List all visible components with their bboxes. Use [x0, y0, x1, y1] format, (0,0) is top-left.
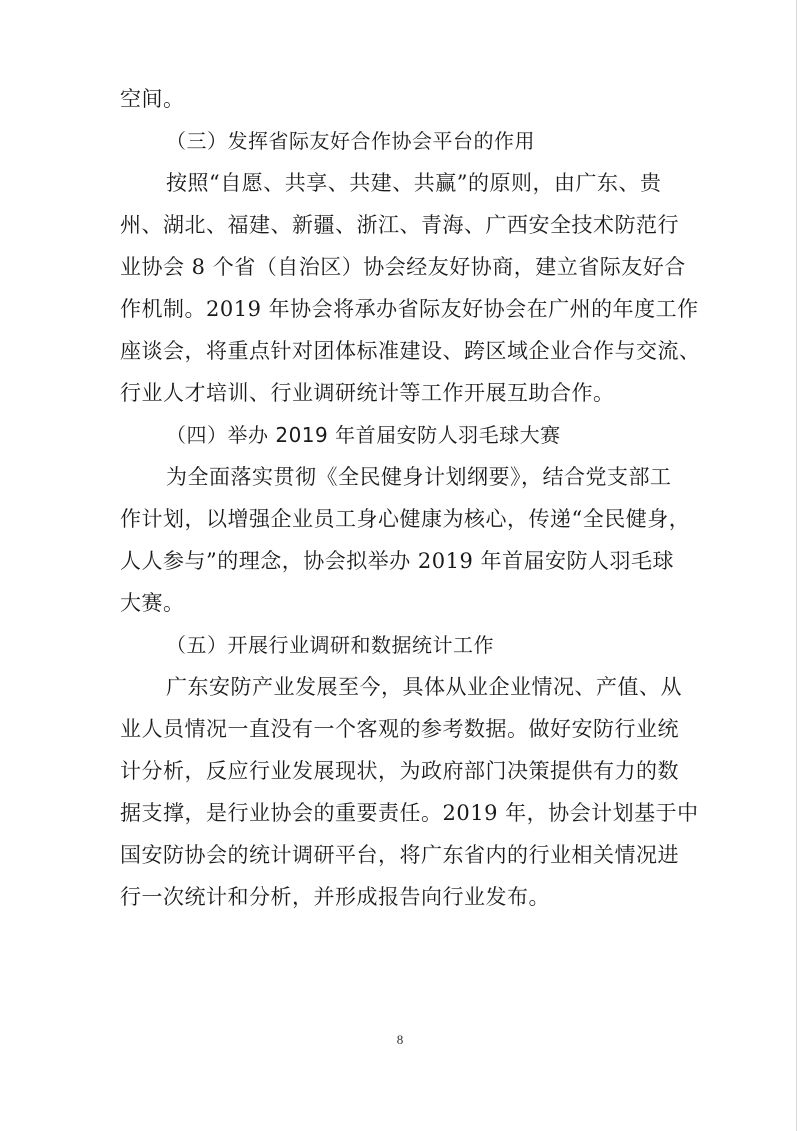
page-edge-divider — [796, 0, 797, 1131]
body-line: 空间。 — [120, 87, 185, 111]
body-line: 计分析，反应行业发展现状，为政府部门决策提供有力的数 — [120, 759, 679, 783]
body-line: 行一次统计和分析，并形成报告向行业发布。 — [120, 885, 550, 909]
paragraph-first-line: 按照“自愿、共享、共建、共赢”的原则，由广东、贵 — [166, 171, 662, 195]
section-heading-five: （五）开展行业调研和数据统计工作 — [166, 633, 494, 657]
body-line: 州、湖北、福建、新疆、浙江、青海、广西安全技术防范行 — [120, 213, 679, 237]
body-line: 座谈会，将重点针对团体标准建设、跨区域企业合作与交流、 — [120, 339, 701, 363]
body-line: 业协会 8 个省（自治区）协会经友好协商，建立省际友好合 — [120, 255, 686, 279]
section-heading-three: （三）发挥省际友好合作协会平台的作用 — [166, 129, 535, 153]
body-line: 作计划，以增强企业员工身心健康为核心，传递“全民健身， — [120, 507, 691, 531]
body-line: 大赛。 — [120, 591, 185, 615]
body-line: 业人员情况一直没有一个客观的参考数据。做好安防行业统 — [120, 717, 679, 741]
body-line: 作机制。2019 年协会将承办省际友好协会在广州的年度工作 — [120, 297, 699, 321]
body-line: 行业人才培训、行业调研统计等工作开展互助合作。 — [120, 381, 615, 405]
body-line: 人人参与”的理念，协会拟举办 2019 年首届安防人羽毛球 — [120, 549, 675, 573]
page-number: 8 — [396, 1032, 404, 1047]
section-heading-four: （四）举办 2019 年首届安防人羽毛球大赛 — [166, 423, 561, 447]
page-content — [120, 78, 701, 918]
paragraph-first-line: 为全面落实贯彻《全民健身计划纲要》，结合党支部工 — [166, 465, 672, 489]
paragraph-first-line: 广东安防产业发展至今，具体从业企业情况、产值、从 — [166, 675, 682, 699]
body-line: 据支撑，是行业协会的重要责任。2019 年，协会计划基于中 — [120, 801, 699, 825]
body-line: 国安防协会的统计调研平台，将广东省内的行业相关情况进 — [120, 843, 679, 867]
